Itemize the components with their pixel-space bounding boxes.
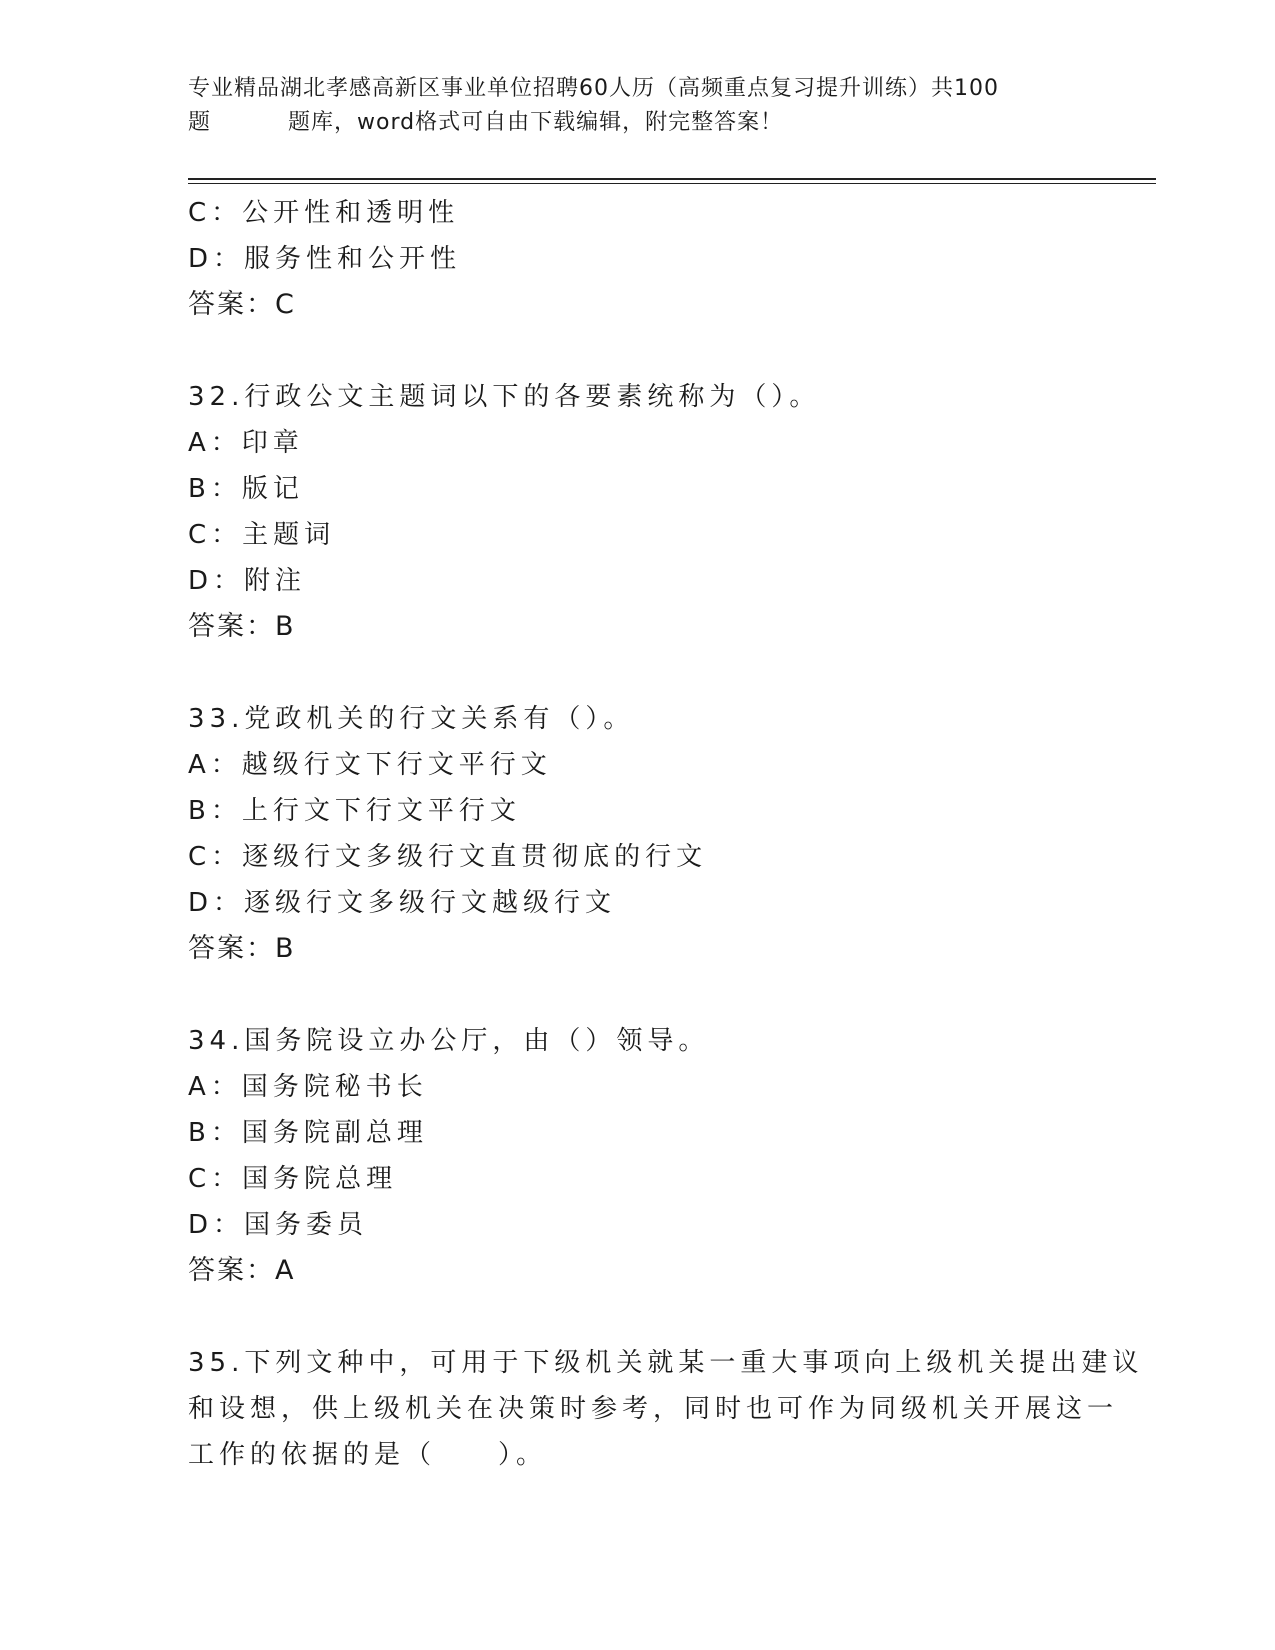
option-d: D：附注 xyxy=(188,566,307,596)
option-c: C：逐级行文多级行文直贯彻底的行文 xyxy=(188,842,708,872)
option-c: C：主题词 xyxy=(188,520,336,550)
question-block-35 xyxy=(188,1340,1144,1478)
question-block-32 xyxy=(188,374,1088,650)
page-header xyxy=(188,72,1068,140)
answer-label: 答案：C xyxy=(188,289,296,320)
answer-label: 答案：B xyxy=(188,933,296,964)
header-divider-thin xyxy=(188,183,1156,184)
question-block-33 xyxy=(188,696,1088,972)
header-title-line-1: 专业精品湖北孝感高新区事业单位招聘60人历（高频重点复习提升训练）共100 xyxy=(188,76,999,101)
header-title-line-2-lead: 题 xyxy=(188,110,212,135)
option-a: A：国务院秘书长 xyxy=(188,1072,428,1102)
header-title-line-2 xyxy=(188,106,1068,140)
header-title-line-2-rest: 题库，word格式可自由下载编辑，附完整答案！ xyxy=(288,110,784,135)
option-d: D：服务性和公开性 xyxy=(188,244,462,274)
question-stem-line-3: 工作的依据的是（ ）。 xyxy=(188,1440,548,1470)
question-stem: 32.行政公文主题词以下的各要素统称为（）。 xyxy=(188,382,821,412)
question-stem: 34.国务院设立办公厅，由（）领导。 xyxy=(188,1026,710,1056)
question-stem-line-2: 和设想，供上级机关在决策时参考，同时也可作为同级机关开展这一 xyxy=(188,1394,1119,1424)
question-list xyxy=(188,190,1144,1478)
question-block-34 xyxy=(188,1018,1088,1294)
option-b: B：国务院副总理 xyxy=(188,1118,428,1148)
option-b: B：上行文下行文平行文 xyxy=(188,796,521,826)
header-divider-thick xyxy=(188,178,1156,180)
question-block-31 xyxy=(188,190,1088,328)
option-d: D：国务委员 xyxy=(188,1210,369,1240)
option-b: B：版记 xyxy=(188,474,304,504)
option-c: C：公开性和透明性 xyxy=(188,198,460,228)
question-stem-line-1: 35.下列文种中，可用于下级机关就某一重大事项向上级机关提出建议 xyxy=(188,1348,1144,1378)
option-c: C：国务院总理 xyxy=(188,1164,398,1194)
question-stem: 33.党政机关的行文关系有（）。 xyxy=(188,704,635,734)
option-a: A：越级行文下行文平行文 xyxy=(188,750,552,780)
option-d: D：逐级行文多级行文越级行文 xyxy=(188,888,617,918)
option-a: A：印章 xyxy=(188,428,304,458)
answer-label: 答案：A xyxy=(188,1255,296,1286)
answer-label: 答案：B xyxy=(188,611,296,642)
